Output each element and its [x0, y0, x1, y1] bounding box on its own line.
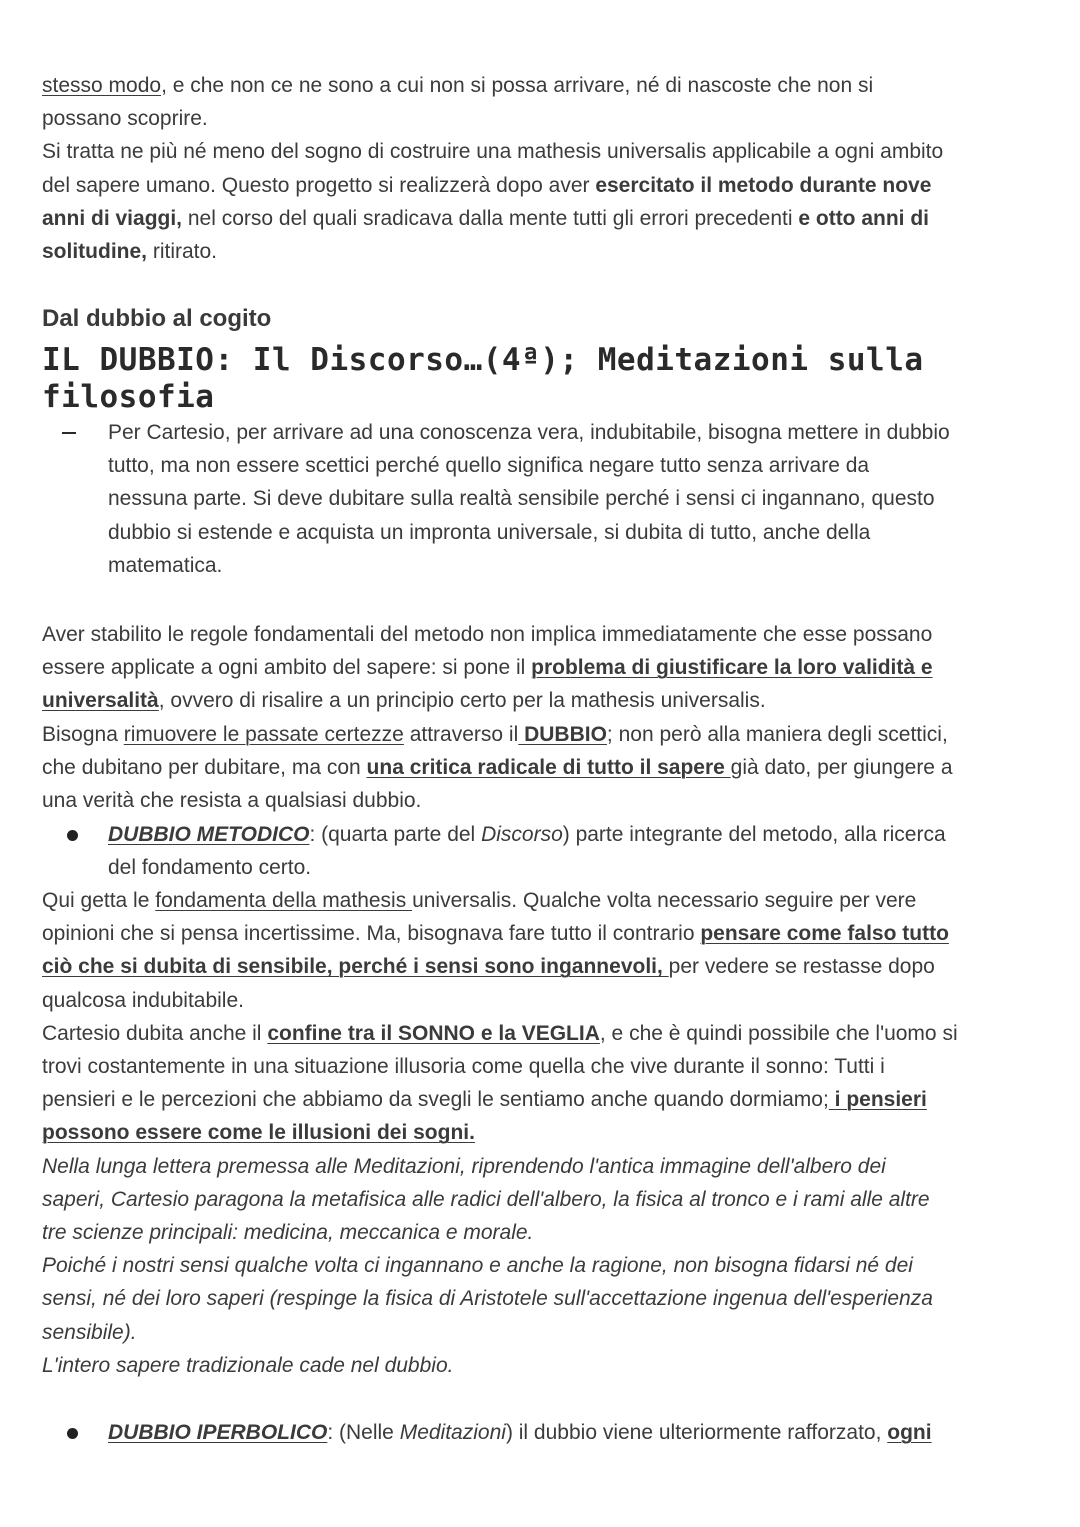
text-line: dubbio si estende e acquista un impronta universale, si dubita di tutto, anche della — [108, 520, 871, 544]
bold-phrase: esercitato il metodo durante nove — [595, 173, 932, 197]
text-span: ritirato. — [147, 240, 218, 264]
bullet-list-item — [42, 1416, 1042, 1449]
text-line: qualcosa indubitabile. — [42, 988, 244, 1012]
heading-line: filosofia — [42, 379, 215, 415]
text-line — [42, 950, 1042, 983]
italic-line: sensi, né dei loro saperi (respinge la fisica di Aristotele sull'accettazione ingenua dell'esperienza — [42, 1287, 933, 1311]
text-line: matematica. — [108, 553, 223, 577]
bullet-list-item — [42, 818, 1042, 884]
text-span: ) parte integrante del metodo, alla ricerca — [562, 823, 946, 846]
underlined-phrase: stesso modo — [42, 74, 162, 97]
text-span: già dato, per giungere a — [730, 755, 953, 779]
text-line: trovi costantemente in una situazione illusoria come quella che vive durante il sonno: Tutti i — [42, 1055, 885, 1079]
italic-line: tre scienze principali: medicina, meccanica e morale. — [42, 1221, 534, 1245]
italic-line: sensibile). — [42, 1320, 137, 1344]
underlined-bold-phrase: universalità — [42, 689, 159, 713]
text-span: , ovvero di risalire a un principio certo per la mathesis universalis. — [158, 689, 766, 713]
italic-line: saperi, Cartesio paragona la metafisica alle radici dell'albero, la fisica al tronco e i rami alle altre — [42, 1187, 930, 1211]
bullet-term: DUBBIO IPERBOLICO — [108, 1421, 328, 1444]
bullet-item-text — [108, 818, 1042, 884]
text-span: opinioni che si pensa incertissime. Ma, bisognava fare tutto il contrario — [42, 922, 701, 946]
intro-paragraph — [42, 69, 1042, 268]
text-line — [42, 884, 1042, 917]
text-line — [42, 718, 1042, 751]
dash-item-text — [108, 416, 1042, 582]
text-line: Aver stabilito le regole fondamentali del metodo non implica immediatamente che esse possano — [42, 623, 933, 646]
text-line — [108, 1416, 1042, 1449]
text-line — [42, 1083, 1042, 1116]
italic-line: Nella lunga lettera premessa alle Meditazioni, riprendendo l'antica immagine dell'albero dei — [42, 1154, 886, 1178]
dash-list-item — [42, 416, 1042, 582]
text-line: Per Cartesio, per arrivare ad una conoscenza vera, indubitabile, bisogna mettere in dubbio — [108, 421, 950, 444]
text-span: nel corso del quali sradicava dalla mente tutti gli errori precedenti — [182, 206, 799, 230]
text-span: Qui getta le — [42, 889, 156, 912]
text-line — [42, 651, 1042, 684]
underlined-bold-phrase: problema di giustificare la loro validità e — [531, 656, 933, 680]
text-line — [42, 69, 1042, 102]
text-span: pensieri e le percezioni che abbiamo da svegli le sentiamo anche quando dormiamo; — [42, 1088, 829, 1112]
text-line — [42, 169, 1042, 202]
text-span: attraverso il — [403, 722, 519, 746]
text-line — [42, 917, 1042, 950]
text-line: una verità che resista a qualsiasi dubbio. — [42, 789, 422, 813]
text-line: Si tratta ne più né meno del sogno di costruire una mathesis universalis applicabile a ogni ambito — [42, 140, 944, 164]
underlined-bold-phrase: ciò che si dubita di sensibile, perché i sensi sono ingannevoli, — [42, 955, 669, 979]
italic-line: Poiché i nostri sensi qualche volta ci ingannano e anche la ragione, non bisogna fidarsi né dei — [42, 1254, 913, 1278]
bold-phrase: e otto anni di — [798, 206, 930, 230]
text-span: per vedere se restasse dopo — [668, 955, 935, 979]
text-span: essere applicate a ogni ambito del sapere: si pone il — [42, 656, 532, 680]
text-span: del sapere umano. Questo progetto si realizzerà dopo aver — [42, 173, 596, 197]
text-line: del fondamento certo. — [108, 856, 312, 880]
underlined-bold-phrase: ogni — [887, 1421, 932, 1444]
text-line — [42, 202, 1042, 235]
underlined-phrase: fondamenta della mathesis — [155, 889, 413, 912]
underlined-bold-phrase: i pensieri — [828, 1088, 927, 1112]
page-heading — [42, 342, 924, 416]
text-line — [42, 1116, 1042, 1149]
text-span: : (Nelle — [327, 1421, 400, 1444]
underlined-bold-phrase: pensare come falso tutto — [700, 922, 949, 946]
text-span: Cartesio dubita anche il — [42, 1021, 268, 1045]
italic-phrase: Meditazioni — [399, 1421, 506, 1444]
text-span: : (quarta parte del — [309, 823, 482, 846]
text-span: , e che è quindi possibile che l'uomo si — [599, 1021, 958, 1045]
bullet-dot-icon — [67, 1428, 78, 1439]
section-title: Dal dubbio al cogito — [42, 305, 272, 332]
heading-line: IL DUBBIO: Il Discorso…(4ª); Meditazioni sulla — [42, 342, 924, 378]
underlined-phrase: rimuovere le passate certezze — [123, 722, 404, 746]
text-line: possano scoprire. — [42, 107, 208, 131]
italic-phrase: Discorso — [481, 823, 563, 846]
text-span: ) il dubbio viene ulteriormente rafforzato, — [505, 1421, 888, 1444]
italic-line: L'intero sapere tradizionale cade nel dubbio. — [42, 1353, 454, 1377]
dash-marker-icon — [62, 432, 76, 434]
text-line — [42, 235, 1042, 268]
underlined-bold-phrase: confine tra il SONNO e la VEGLIA — [267, 1021, 600, 1045]
text-line: nessuna parte. Si deve dubitare sulla realtà sensibile perché i sensi ci ingannano, questo — [108, 487, 935, 511]
text-line — [108, 818, 1042, 851]
text-line — [42, 751, 1042, 784]
text-span: universalis. Qualche volta necessario seguire per vere — [412, 889, 917, 912]
underlined-bold-phrase: una critica radicale di tutto il sapere — [366, 755, 731, 779]
bold-phrase: solitudine, — [42, 240, 147, 264]
text-span: ; non però alla maniera degli scettici, — [606, 722, 948, 746]
body-paragraphs-2 — [42, 884, 1042, 1382]
bullet-term: DUBBIO METODICO — [108, 823, 310, 846]
body-paragraphs — [42, 618, 1042, 817]
underlined-bold-phrase: possono essere come le illusioni dei sogni. — [42, 1121, 475, 1145]
text-span: , e che non ce ne sono a cui non si possa arrivare, né di nascoste che non si — [161, 74, 874, 97]
text-span: che dubitano per dubitare, ma con — [42, 755, 367, 779]
text-line: tutto, ma non essere scettici perché quello significa negare tutto senza arrivare da — [108, 454, 870, 478]
text-span: Bisogna — [42, 722, 124, 746]
bullet-item-text — [108, 1416, 1042, 1449]
bullet-dot-icon — [67, 830, 78, 841]
text-line — [42, 1017, 1042, 1050]
text-line — [42, 684, 1042, 717]
underlined-bold-phrase: DUBBIO — [518, 722, 607, 746]
bold-phrase: anni di viaggi, — [42, 206, 183, 230]
